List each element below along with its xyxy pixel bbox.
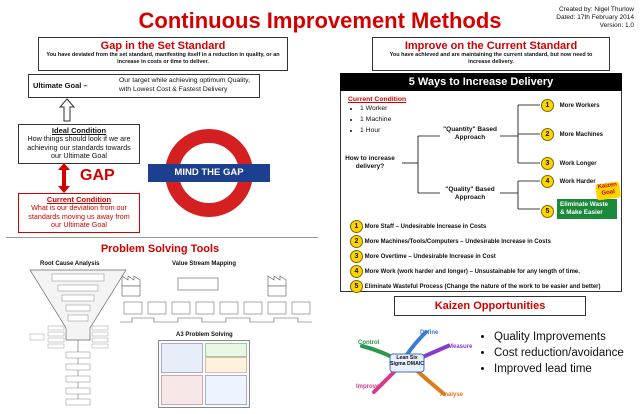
current-item: • 1 Machine [360,114,391,125]
kaizen-bullet: • Cost reduction/avoidance [494,345,624,361]
current-condition-box [18,193,140,233]
page-title: Continuous Improvement Methods [138,8,502,33]
option-work-harder [541,175,596,188]
vsm-title: Value Stream Mapping [172,261,237,267]
list-text: More Staff – Undesirable Increase in Costs [364,224,487,230]
kaizen-bullet: • Quality Improvements [494,329,624,345]
option-label: Work Longer [559,161,597,167]
option-number: 5 [541,205,554,218]
improve-header: Improve on the Current Standard [404,40,578,52]
ways-list-item [350,265,620,280]
gap-header: Gap in the Set Standard [100,40,226,52]
kaizen-bullets [476,329,624,377]
ways-question: How to increase delivery? [345,155,395,170]
list-text: More Overtime – Undesirable Increase in Cost [364,254,496,260]
ways-list [350,220,620,295]
list-text: More Work (work harder and longer) – Unsustainable for any length of time. [364,269,580,275]
list-number: 3 [350,250,363,263]
ideal-condition-title: Ideal Condition [51,126,107,135]
ideal-condition-text: How things should look if we are achieving our standards towards our Ultimate Goal [27,134,131,160]
document-meta [556,6,634,30]
version: Version: 1.0 [599,22,634,29]
ultimate-goal-box [28,74,260,98]
ways-list-item [350,235,620,250]
list-number: 1 [350,220,363,233]
current-item: • 1 Worker [360,103,391,114]
mind-the-gap-text: MIND THE GAP [174,167,244,178]
ultimate-goal-text: Our target while achieving optimum Quality, with Lowest Cost & Fastest Delivery [119,77,250,93]
kaizen-header: Kaizen Opportunities [434,300,546,312]
current-condition-title: Current Condition [46,195,112,204]
option-more-machines [541,128,603,141]
value-stream-map-diagram [118,268,314,326]
dated: Dated: 17th February 2014 [556,14,634,21]
gap-description: You have deviated from the set standard, manifesting itself in a reduction in quality, or an increase in costs or time to deliver. [46,52,280,65]
improve-header-box [372,37,610,71]
list-number: 5 [350,280,363,293]
ways-current-title: Current Condition [348,96,407,103]
ideal-condition-box [18,124,140,164]
list-number: 2 [350,235,363,248]
tools-divider [6,237,318,238]
gap-header-box [38,37,288,71]
root-cause-funnel-diagram [28,268,128,408]
ways-list-item [350,250,620,265]
improve-description: You have achieved and are maintaining the current standard, but now need to increase delivery. [389,52,593,65]
dmaic-center-label: Lean Six Sigma DMAIC [390,355,425,367]
cycle-improve: Improve [356,384,380,390]
ultimate-goal-label: Ultimate Goal – [33,81,88,90]
option-more-workers [541,99,600,112]
five-ways-header: 5 Ways to Increase Delivery [340,73,622,91]
cycle-analyse: Analyse [440,392,464,398]
option-label: More Workers [559,103,600,109]
ways-list-item [350,220,620,235]
list-text: More Machines/Tools/Computers – Undesirable Increase in Costs [364,239,551,245]
option-label: More Machines [559,132,604,138]
option-number: 4 [541,175,554,188]
option-work-longer [541,157,597,170]
kaizen-goal-badge: Kaizen Goal [595,181,621,200]
gap-label: GAP [80,167,115,184]
cycle-measure: Measure [448,344,473,350]
a3-form-thumbnail [158,340,250,408]
created-by: Created by: Nigel Thurlow [558,6,634,13]
gap-double-arrow-icon [57,163,71,193]
cycle-control: Control [358,340,380,346]
option-label: Eliminate Waste & Make Easier [557,199,617,219]
up-arrow-icon [59,98,75,122]
kaizen-bullet: • Improved lead time [494,361,624,377]
option-label: Work Harder [559,179,596,185]
quantity-approach: "Quantity" Based Approach [443,126,497,141]
cycle-define: Define [420,330,439,336]
kaizen-header-box [394,296,586,316]
current-item: • 1 Hour [360,125,391,136]
a3-title: A3 Problem Solving [176,332,233,338]
tools-header: Problem Solving Tools [100,243,220,255]
option-number: 2 [541,128,554,141]
current-condition-text: What is our deviation from our standards moving us away from our Ultimate Goal [28,203,130,229]
rca-title: Root Cause Analysis [40,261,100,267]
list-number: 4 [350,265,363,278]
ways-list-item [350,280,620,295]
list-text: Eliminate Wasteful Process (Change the nature of the work to be easier and better) [364,284,601,290]
option-number: 3 [541,157,554,170]
quality-approach: "Quality" Based Approach [445,186,495,201]
option-number: 1 [541,99,554,112]
